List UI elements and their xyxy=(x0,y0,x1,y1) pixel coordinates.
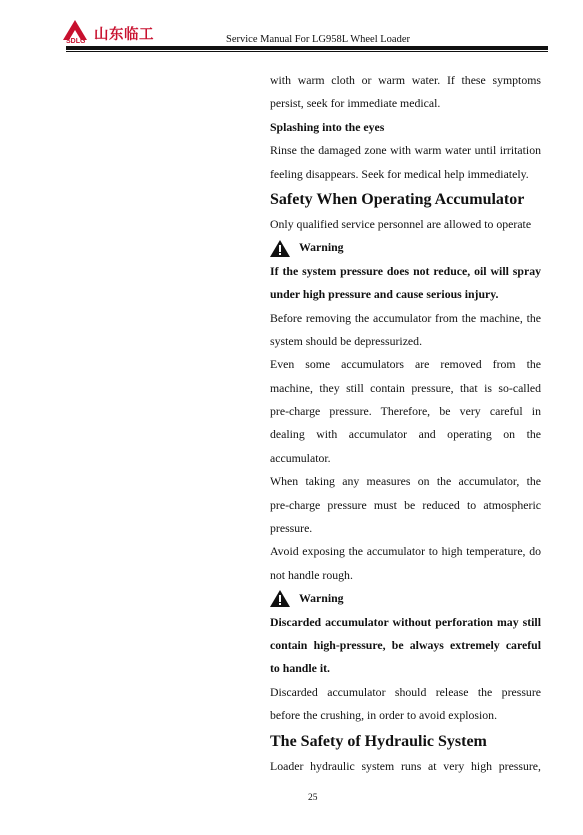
warning-line: If the system pressure does not reduce, oil will spray xyxy=(270,263,541,278)
paragraph-line: accumulator. xyxy=(270,450,331,465)
paragraph-line: machine, they still contain pressure, that is so-called xyxy=(270,380,541,395)
logo-latin-text: SDLG xyxy=(66,38,86,45)
warning-line: to handle it. xyxy=(270,661,330,676)
paragraph-line: pre-charge pressure. Therefore, be very careful in xyxy=(270,404,541,419)
paragraph-line: with warm cloth or warm water. If these symptoms xyxy=(270,73,541,87)
paragraph-line: Loader hydraulic system runs at very high pressure, xyxy=(270,758,541,773)
header-rule-thin xyxy=(66,51,548,52)
paragraph-line: dealing with accumulator and operating on the xyxy=(270,427,541,442)
section-heading-hydraulic: The Safety of Hydraulic System xyxy=(270,732,487,750)
header-rule xyxy=(66,46,548,50)
paragraph-line: Rinse the damaged zone with warm water until irritation xyxy=(270,143,541,158)
logo-chinese-text: 山东临工 xyxy=(94,27,154,43)
section-heading-accumulator: Safety When Operating Accumulator xyxy=(270,190,525,208)
warning-line: under high pressure and cause serious injury. xyxy=(270,287,499,302)
paragraph-line: before the crushing, in order to avoid explosion. xyxy=(270,708,498,723)
warning-line: contain high-pressure, be always extremely careful xyxy=(270,637,541,652)
warning-label-1 xyxy=(270,236,541,259)
paragraph-line: Discarded accumulator should release the pressure xyxy=(270,684,541,699)
paragraph-line: Even some accumulators are removed from the xyxy=(270,357,541,372)
paragraph-line: feeling disappears. Seek for medical help immediately. xyxy=(270,166,529,181)
paragraph-line: Avoid exposing the accumulator to high temperature, do xyxy=(270,544,541,559)
header-title: Service Manual For LG958L Wheel Loader xyxy=(226,34,410,45)
logo-triangle-icon xyxy=(63,20,93,40)
paragraph-line: Before removing the accumulator from the machine, the xyxy=(270,310,541,325)
paragraph-line: not handle rough. xyxy=(270,567,353,582)
paragraph-line: When taking any measures on the accumulator, the xyxy=(270,474,541,489)
sdlg-logo xyxy=(63,20,173,48)
page-number: 25 xyxy=(308,793,318,803)
paragraph-line: pre-charge pressure must be reduced to atmospheric xyxy=(270,497,541,512)
warning-label-2 xyxy=(270,587,541,610)
subheading-eyes: Splashing into the eyes xyxy=(270,119,385,134)
warning-text: Warning xyxy=(299,591,344,606)
paragraph-line: pressure. xyxy=(270,521,313,536)
paragraph-line: persist, seek for immediate medical. xyxy=(270,96,441,111)
page-content xyxy=(270,69,541,778)
warning-line: Discarded accumulator without perforation may still xyxy=(270,614,541,629)
warning-triangle-icon xyxy=(270,590,290,607)
page-header xyxy=(0,0,583,56)
paragraph-line: Only qualified service personnel are allowed to operate xyxy=(270,216,532,231)
warning-text: Warning xyxy=(299,240,344,255)
warning-triangle-icon xyxy=(270,240,290,257)
paragraph-line: system should be depressurized. xyxy=(270,333,423,348)
